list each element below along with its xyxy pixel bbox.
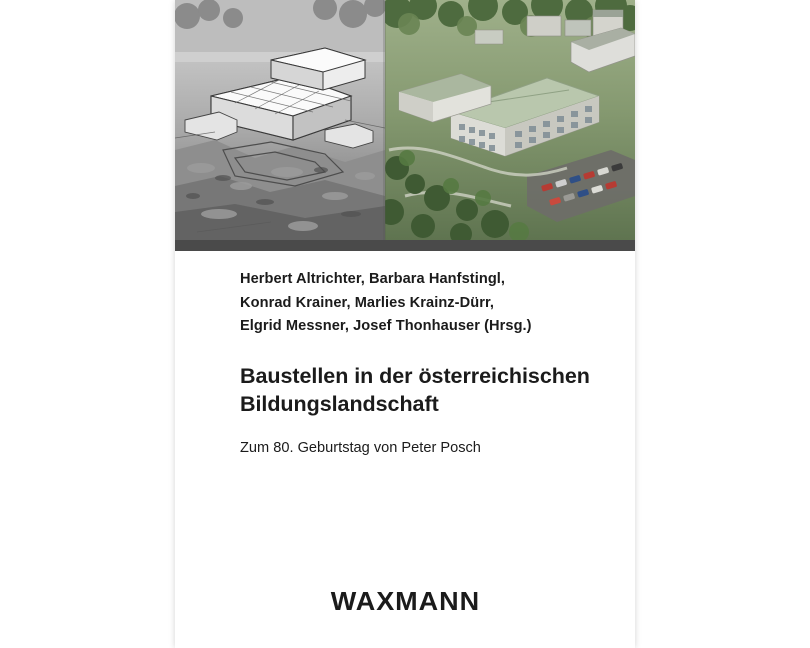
book-title — [240, 362, 620, 419]
publisher-block — [175, 588, 635, 617]
editors-line-3: Elgrid Messner, Josef Thonhauser (Hrsg.) — [240, 318, 532, 335]
title-line-2: Bildungslandschaft — [240, 392, 439, 417]
editors-list — [240, 268, 620, 339]
title-line-1: Baustellen in der österreichischen — [240, 363, 590, 388]
campus-aerial-photo — [175, 0, 635, 240]
editors-line-2: Konrad Krainer, Marlies Krainz-Dürr, — [240, 294, 495, 311]
cover-photo — [175, 0, 635, 240]
book-cover — [175, 0, 635, 648]
photo-divider-bar — [175, 240, 635, 251]
book-subtitle: Zum 80. Geburtstag von Peter Posch — [240, 439, 481, 456]
editors-line-1: Herbert Altrichter, Barbara Hanfstingl, — [240, 271, 506, 287]
publisher-logo-text: WAXMANN — [330, 588, 480, 616]
cover-text-block — [240, 268, 620, 458]
